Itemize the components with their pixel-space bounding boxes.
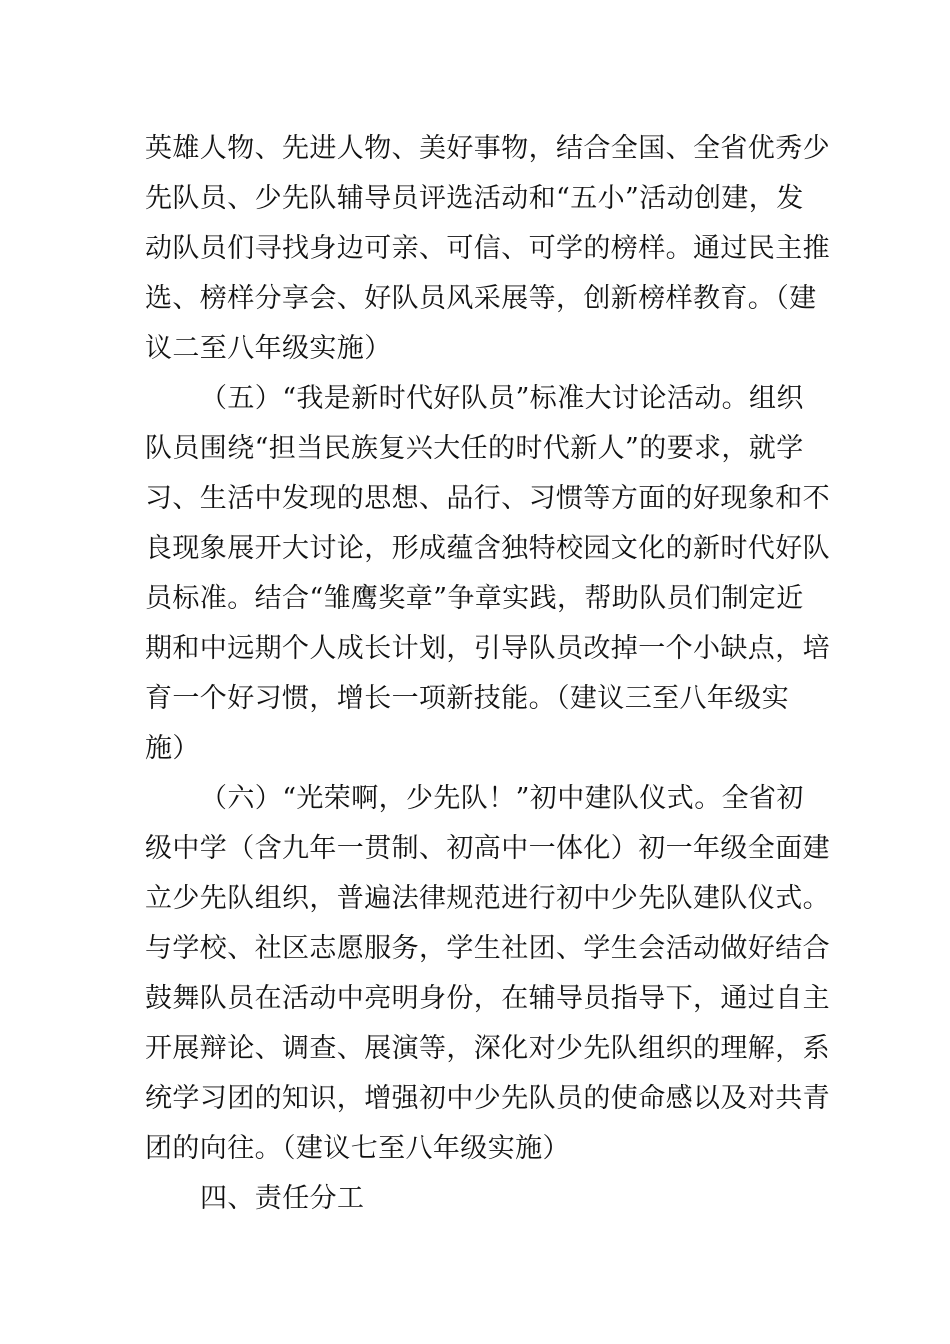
text-line: 先队员、少先队辅导员评选活动和“五小”活动创建，发: [145, 183, 804, 214]
text-line: 期和中远期个人成长计划，引导队员改掉一个小缺点，培: [145, 633, 830, 664]
text-line: 议二至八年级实施）: [145, 333, 392, 364]
text-line: （六）“光荣啊，少先队！”初中建队仪式。全省初: [200, 783, 804, 814]
text-line: 鼓舞队员在活动中亮明身份，在辅导员指导下，通过自主: [145, 983, 830, 1014]
text-line: 立少先队组织，普遍法律规范进行初中少先队建队仪式。: [145, 883, 830, 914]
text-line: 员标准。结合“雏鹰奖章”争章实践，帮助队员们制定近: [145, 583, 804, 614]
text-line: 英雄人物、先进人物、美好事物，结合全国、全省优秀少: [145, 133, 830, 164]
text-line: 与学校、社区志愿服务，学生社团、学生会活动做好结合: [145, 933, 830, 964]
text-line: 选、榜样分享会、好队员风采展等，创新榜样教育。（建: [145, 283, 817, 314]
text-line: 动队员们寻找身边可亲、可信、可学的榜样。通过民主推: [145, 233, 830, 264]
text-line: 施）: [145, 733, 200, 764]
text-line: 团的向往。（建议七至八年级实施）: [145, 1133, 570, 1164]
text-line: 开展辩论、调查、展演等，深化对少先队组织的理解，系: [145, 1033, 830, 1064]
section-heading: 四、责任分工: [200, 1183, 365, 1214]
text-line: （五）“我是新时代好队员”标准大讨论活动。组织: [200, 383, 804, 414]
text-line: 良现象展开大讨论，形成蕴含独特校园文化的新时代好队: [145, 533, 830, 564]
text-line: 育一个好习惯，增长一项新技能。（建议三至八年级实: [145, 683, 790, 714]
text-line: 级中学（含九年一贯制、初高中一体化）初一年级全面建: [145, 833, 830, 864]
text-line: 统学习团的知识，增强初中少先队员的使命感以及对共青: [145, 1083, 830, 1114]
text-line: 习、生活中发现的思想、品行、习惯等方面的好现象和不: [145, 483, 830, 514]
text-line: 队员围绕“担当民族复兴大任的时代新人”的要求，就学: [145, 433, 804, 464]
